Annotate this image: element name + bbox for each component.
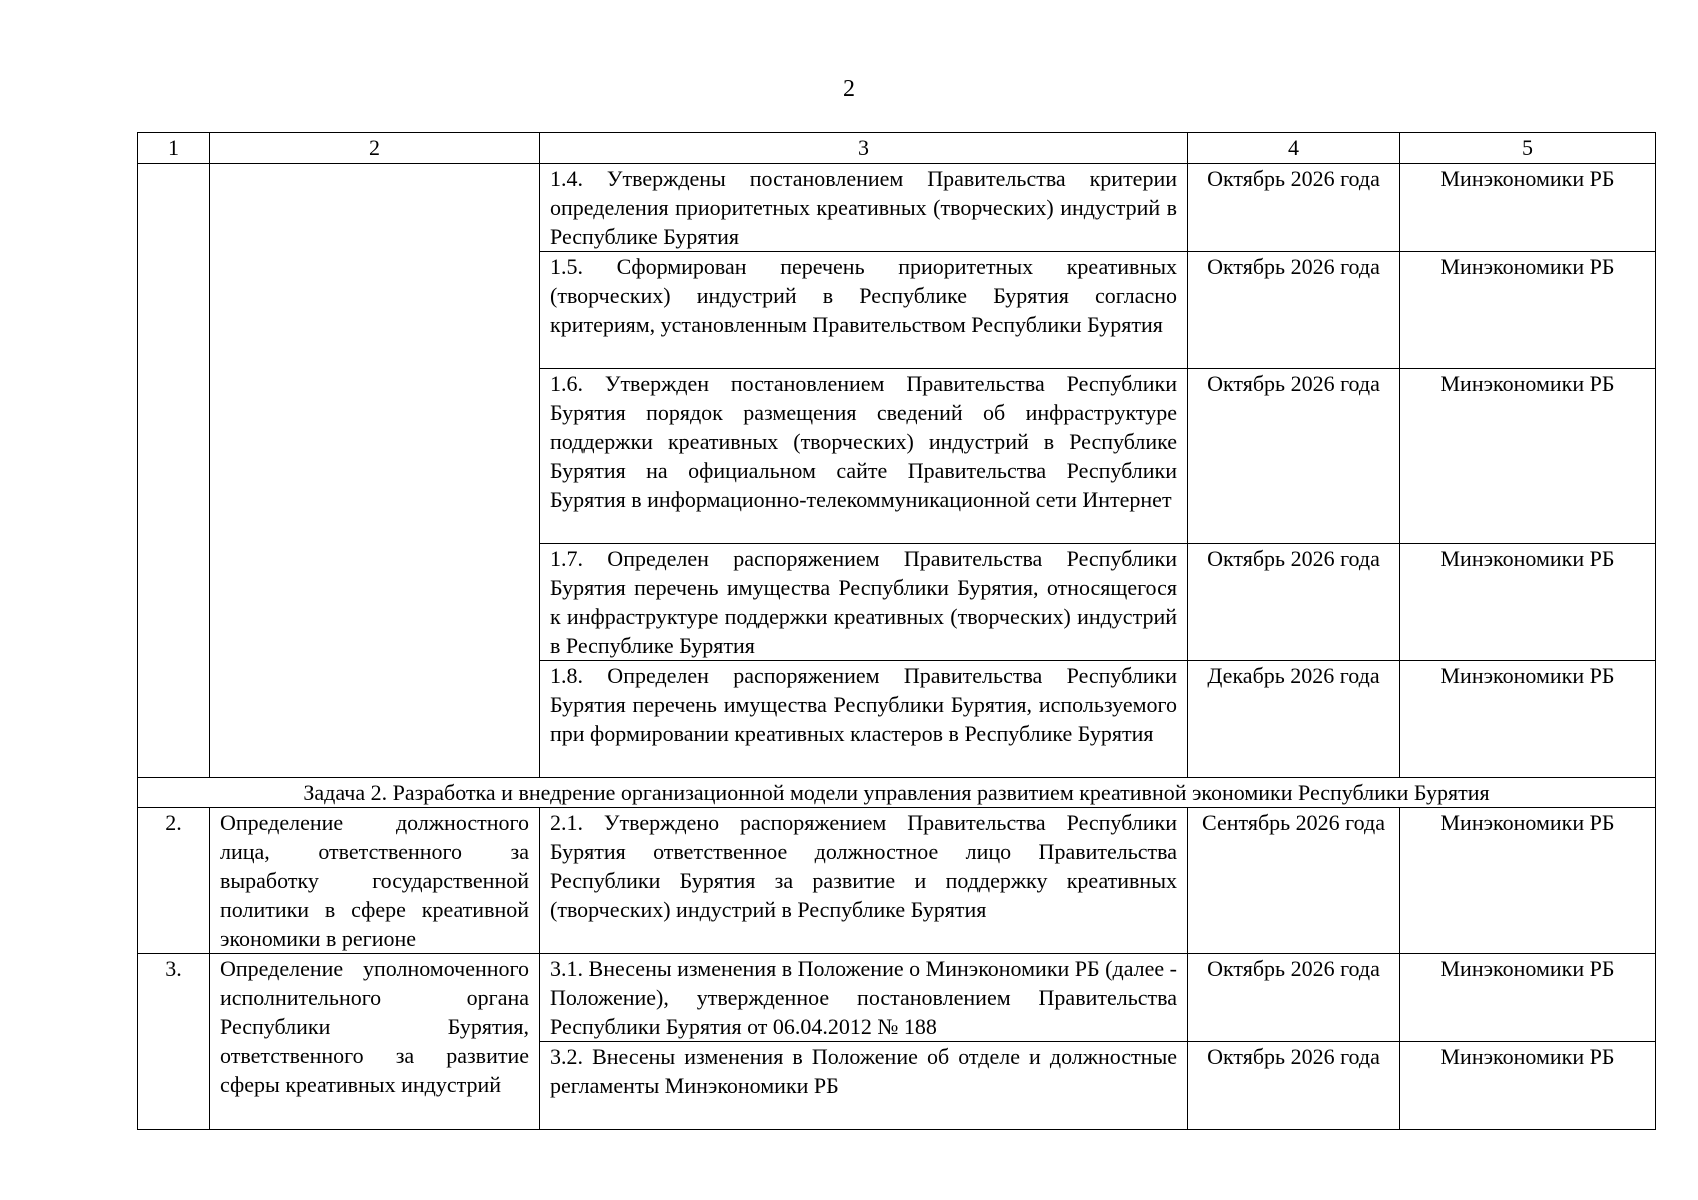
executor-cell: Минэкономики РБ (1400, 164, 1656, 252)
date-cell: Октябрь 2026 года (1188, 544, 1400, 661)
page-number: 2 (843, 76, 855, 102)
header-col-2: 2 (210, 133, 540, 164)
table-row (138, 808, 1656, 954)
measure-cell: Определение должностного лица, ответственного за выработку государственной политики в сфере креативной экономики в регионе (210, 808, 540, 954)
executor-cell: Минэкономики РБ (1400, 808, 1656, 954)
header-col-4: 4 (1188, 133, 1400, 164)
result-cell: 1.8. Определен распоряжением Правительства Республики Бурятия перечень имущества Республики Бурятия, используемого при формировании креативных кластеров в Республике Бурятия (540, 661, 1188, 778)
header-row (138, 133, 1656, 164)
continuation-measure-cell (210, 164, 540, 778)
executor-cell: Минэкономики РБ (1400, 954, 1656, 1042)
result-cell: 1.7. Определен распоряжением Правительства Республики Бурятия перечень имущества Республики Бурятия, относящегося к инфраструктуре поддержки креативных (творческих) индустрий в Республике Бурятия (540, 544, 1188, 661)
date-cell: Октябрь 2026 года (1188, 252, 1400, 369)
executor-cell: Минэкономики РБ (1400, 1042, 1656, 1130)
table-row (138, 954, 1656, 1042)
continuation-number-cell (138, 164, 210, 778)
executor-cell: Минэкономики РБ (1400, 661, 1656, 778)
item-number-cell: 2. (138, 808, 210, 954)
table-row (138, 164, 1656, 252)
header-col-3: 3 (540, 133, 1188, 164)
executor-cell: Минэкономики РБ (1400, 544, 1656, 661)
item-number-cell: 3. (138, 954, 210, 1130)
date-cell: Октябрь 2026 года (1188, 369, 1400, 544)
header-col-5: 5 (1400, 133, 1656, 164)
executor-cell: Минэкономики РБ (1400, 369, 1656, 544)
task-heading-row (138, 778, 1656, 808)
result-cell: 1.5. Сформирован перечень приоритетных креативных (творческих) индустрий в Республике Бурятия согласно критериям, установленным Правительством Республики Бурятия (540, 252, 1188, 369)
executor-cell: Минэкономики РБ (1400, 252, 1656, 369)
result-cell: 2.1. Утверждено распоряжением Правительства Республики Бурятия ответственное должностное лицо Правительства Республики Бурятия за развитие и поддержку креативных (творческих) индустрий в Республике Бурятия (540, 808, 1188, 954)
measures-table (137, 132, 1656, 1130)
measure-cell: Определение уполномоченного исполнительного органа Республики Бурятия, ответственного за развитие сферы креативных индустрий (210, 954, 540, 1130)
date-cell: Сентябрь 2026 года (1188, 808, 1400, 954)
header-col-1: 1 (138, 133, 210, 164)
date-cell: Октябрь 2026 года (1188, 1042, 1400, 1130)
result-cell: 1.6. Утвержден постановлением Правительства Республики Бурятия порядок размещения сведений об инфраструктуре поддержки креативных (творческих) индустрий в Республике Бурятия на официальном сайте Правительства Республики Бурятия в информационно-телекоммуникационной сети Интернет (540, 369, 1188, 544)
date-cell: Декабрь 2026 года (1188, 661, 1400, 778)
result-cell: 3.1. Внесены изменения в Положение о Минэкономики РБ (далее - Положение), утвержденное постановлением Правительства Республики Бурятия от 06.04.2012 № 188 (540, 954, 1188, 1042)
result-cell: 3.2. Внесены изменения в Положение об отделе и должностные регламенты Минэкономики РБ (540, 1042, 1188, 1130)
date-cell: Октябрь 2026 года (1188, 164, 1400, 252)
task-2-title: Задача 2. Разработка и внедрение организационной модели управления развитием креативной экономики Республики Бурятия (138, 778, 1656, 808)
date-cell: Октябрь 2026 года (1188, 954, 1400, 1042)
result-cell: 1.4. Утверждены постановлением Правительства критерии определения приоритетных креативных (творческих) индустрий в Республике Бурятия (540, 164, 1188, 252)
